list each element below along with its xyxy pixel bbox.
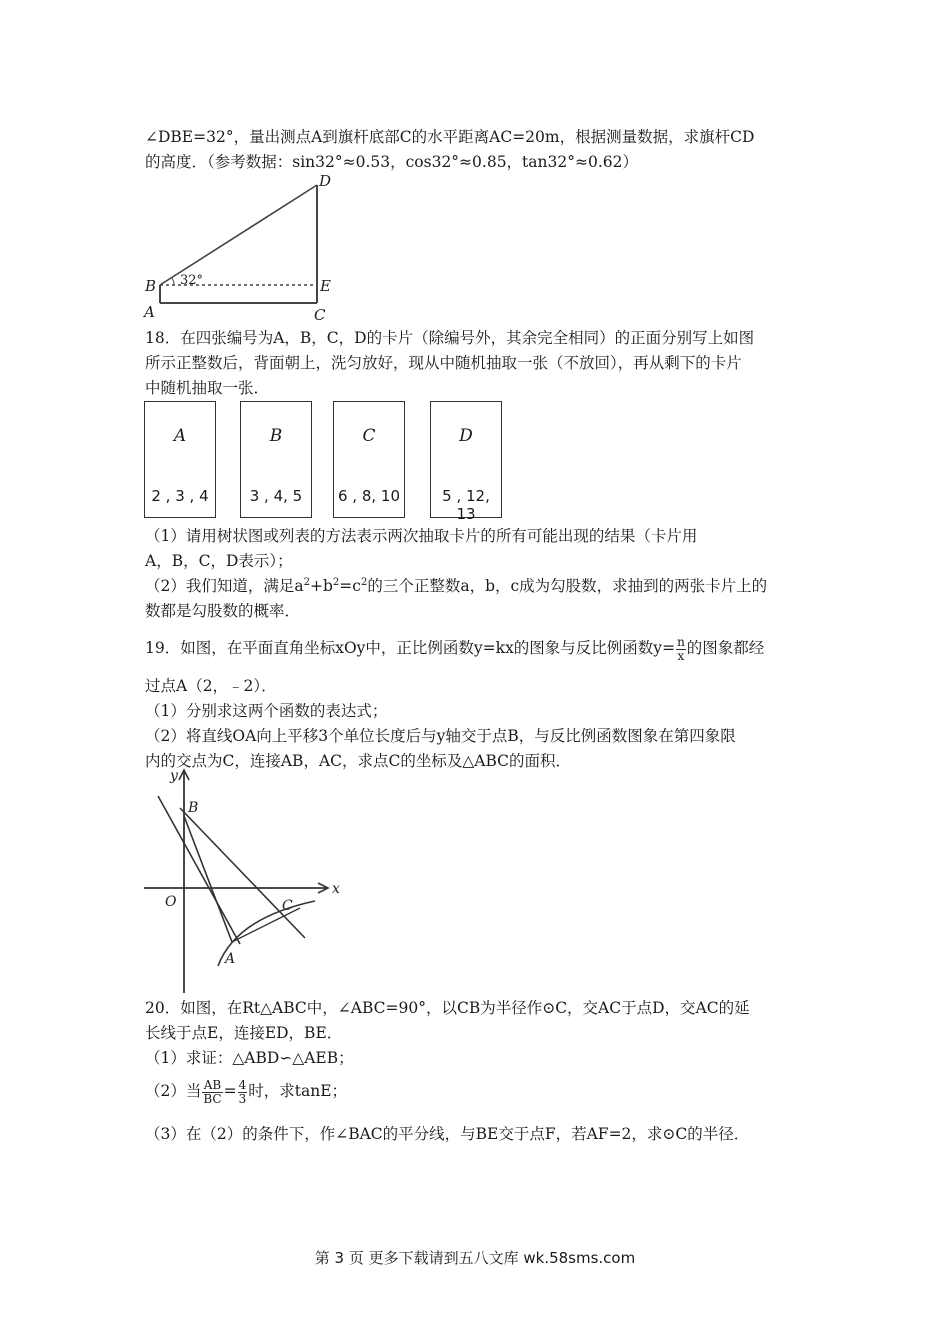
card-c [333,401,405,518]
label-a: A [225,951,236,967]
frac-num-n: n [677,634,685,649]
card-c-numbers: 6 , 8, 10 [337,487,400,505]
frac-den-bc: BC [203,1091,222,1106]
card-b [240,401,312,518]
card-a-letter: A [173,426,187,446]
sight-line-bd [160,185,317,285]
sup-c: 2 [360,576,368,588]
q19-part2-line-2: 内的交点为C，连接AB，AC，求点C的坐标及△ABC的面积． [145,752,572,770]
line-bc [180,808,305,938]
q20-part1: （1）求证：△ABD∽△AEB； [145,1049,354,1067]
q19-part1: （1）分别求这两个函数的表达式； [145,702,388,720]
card-a [144,401,216,518]
frac-num-4: 4 [238,1077,247,1092]
q18-part2-line-2: 数都是勾股数的概率． [145,602,301,620]
label-e: E [320,277,331,295]
fraction-4-over-3 [238,1079,248,1106]
frac-num-ab: AB [203,1077,222,1092]
coordinate-figure [140,768,350,998]
q19-line-1-post: 的图象都经 [686,639,765,657]
q20-part3: （3）在（2）的条件下，作∠BAC的平分线，与BE交于点F，若AF=2，求⊙C的半径． [145,1125,750,1143]
q19-line-1-pre: 19．如图，在平面直角坐标xOy中，正比例函数y=kx的图象与反比例函数y= [145,639,676,657]
label-b: B [145,277,157,295]
sup-a: 2 [303,576,310,588]
q18-line-1: 18．在四张编号为A，B，C，D的卡片（除编号外，其余完全相同）的正面分别写上如图 [145,329,755,347]
flagpole-figure [140,172,340,322]
line-oa [158,796,240,944]
q20-part2-post: 时，求tanE； [248,1082,348,1100]
q19-line-1 [145,635,764,663]
fraction-n-over-x [676,636,686,663]
card-c-letter: C [362,426,376,446]
label-b: B [188,800,199,816]
card-b-letter: B [269,426,283,446]
label-o: O [165,894,177,910]
card-b-numbers: 3 , 4, 5 [249,487,303,505]
q18-part2-mid1: +b [309,577,333,595]
fraction-ab-over-bc [202,1079,222,1106]
line-ab [184,816,232,942]
card-d-numbers: 5 , 12, 13 [442,487,490,523]
q20-part2-pre: （2）当 [145,1082,202,1100]
q19-line-2: 过点A（2，﹣2）． [145,677,277,695]
label-y: y [170,768,178,784]
card-a-numbers: 2 , 3 , 4 [151,487,209,505]
q18-line-2: 所示正整数后，背面朝上，洗匀放好，现从中随机抽取一张（不放回），再从剩下的卡片 [145,354,742,372]
frac-den-3: 3 [238,1091,247,1106]
equals-sign: = [223,1082,237,1100]
q18-part2-pre: （2）我们知道，满足a [145,577,304,595]
label-d: D [319,172,332,190]
angle-arc [172,278,174,285]
q20-part2 [145,1075,347,1107]
q18-part2-line-1 [145,576,767,596]
label-c: C [314,306,326,322]
card-d [430,401,502,523]
q18-part1-line-1: （1）请用树状图或列表的方法表示两次抽取卡片的所有可能出现的结果（卡片用 [145,527,698,545]
q18-part2-post: 的三个正整数a，b，c成为勾股数，求抽到的两张卡片上的 [367,577,768,595]
q17-line-2: 的高度．（参考数据：sin32°≈0.53，cos32°≈0.85，tan32°≈0.62） [145,153,638,171]
sup-b: 2 [332,576,340,588]
q20-line-1: 20．如图，在Rt△ABC中，∠ABC=90°，以CB为半径作⊙C，交AC于点D，交AC的延 [145,999,750,1017]
q18-part1-line-2: A，B，C，D表示）； [145,552,293,570]
q17-line-1: ∠DBE=32°，量出测点A到旗杆底部C的水平距离AC=20m，根据测量数据，求旗杆CD [145,128,755,146]
card-d-letter: D [459,426,473,446]
q18-line-3: 中随机抽取一张． [145,379,270,397]
q19-part2-line-1: （2）将直线OA向上平移3个单位长度后与y轴交于点B，与反比例函数图象在第四象限 [145,727,736,745]
q20-line-2: 长线于点E，连接ED，BE． [145,1024,343,1042]
frac-den-x: x [677,648,685,663]
label-a: A [144,303,155,321]
label-angle: 32° [180,273,204,288]
page-footer: 第 3 页 更多下载请到五八文库 wk.58sms.com [314,1249,636,1267]
label-x: x [332,881,340,897]
q18-part2-mid2: =c [339,577,361,595]
label-c: C [282,898,293,914]
